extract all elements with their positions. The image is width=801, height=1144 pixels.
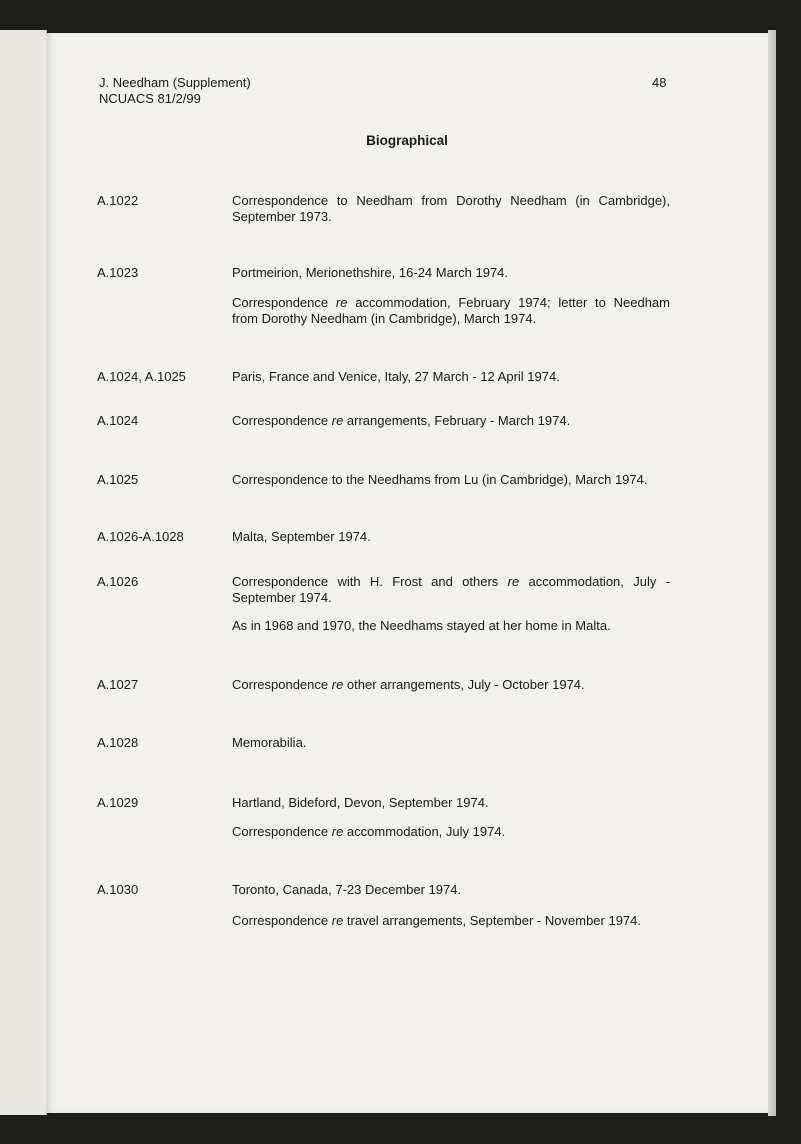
entry-description: Portmeirion, Merionethshire, 16-24 March 1974. (232, 265, 509, 280)
entry-ref: A.1030 (97, 882, 139, 897)
entry-description: Toronto, Canada, 7-23 December 1974. (232, 882, 462, 897)
entry-description: Paris, France and Venice, Italy, 27 March - 12 April 1974. (232, 369, 560, 384)
entry-note: Correspondence re accommodation, July 1974. (232, 824, 506, 839)
entry-note: As in 1968 and 1970, the Needhams stayed at her home in Malta. (232, 618, 611, 633)
entry-description: Memorabilia. (232, 735, 307, 750)
entry-ref: A.1029 (97, 795, 139, 810)
entry-ref: A.1024, A.1025 (97, 369, 186, 384)
header-block (99, 75, 251, 107)
entry-ref: A.1027 (97, 677, 139, 692)
entry-note: Correspondence re accommodation, February 1974; letter to Needham from Dorothy Needham (in Cambridge), March 1974. (232, 295, 670, 326)
entry-ref: A.1026 (97, 574, 139, 589)
entry-ref: A.1028 (97, 735, 139, 750)
entry-ref: A.1023 (97, 265, 139, 280)
page-number: 48 (652, 75, 667, 90)
entry-ref: A.1024 (97, 413, 139, 428)
entry-description: Correspondence to the Needhams from Lu (in Cambridge), March 1974. (232, 472, 648, 487)
header-catalogue-ref: NCUACS 81/2/99 (99, 91, 201, 106)
header-collection-title: J. Needham (Supplement) (99, 75, 251, 90)
entry-description: Correspondence re arrangements, February - March 1974. (232, 413, 571, 428)
page-stack-edge (768, 30, 776, 1116)
entry-description: Hartland, Bideford, Devon, September 1974. (232, 795, 489, 810)
section-title: Biographical (366, 133, 448, 148)
document-page (46, 33, 768, 1113)
entry-description: Correspondence with H. Frost and others re accommodation, July - September 1974. (232, 574, 670, 605)
entry-ref: A.1026-A.1028 (97, 529, 184, 544)
entry-ref: A.1025 (97, 472, 139, 487)
entry-note: Correspondence re travel arrangements, September - November 1974. (232, 913, 641, 928)
facing-page-edge (0, 30, 47, 1115)
entry-ref: A.1022 (97, 193, 139, 208)
entry-description: Malta, September 1974. (232, 529, 371, 544)
entry-description: Correspondence re other arrangements, July - October 1974. (232, 677, 585, 692)
entry-description: Correspondence to Needham from Dorothy Needham (in Cambridge), September 1973. (232, 193, 670, 224)
